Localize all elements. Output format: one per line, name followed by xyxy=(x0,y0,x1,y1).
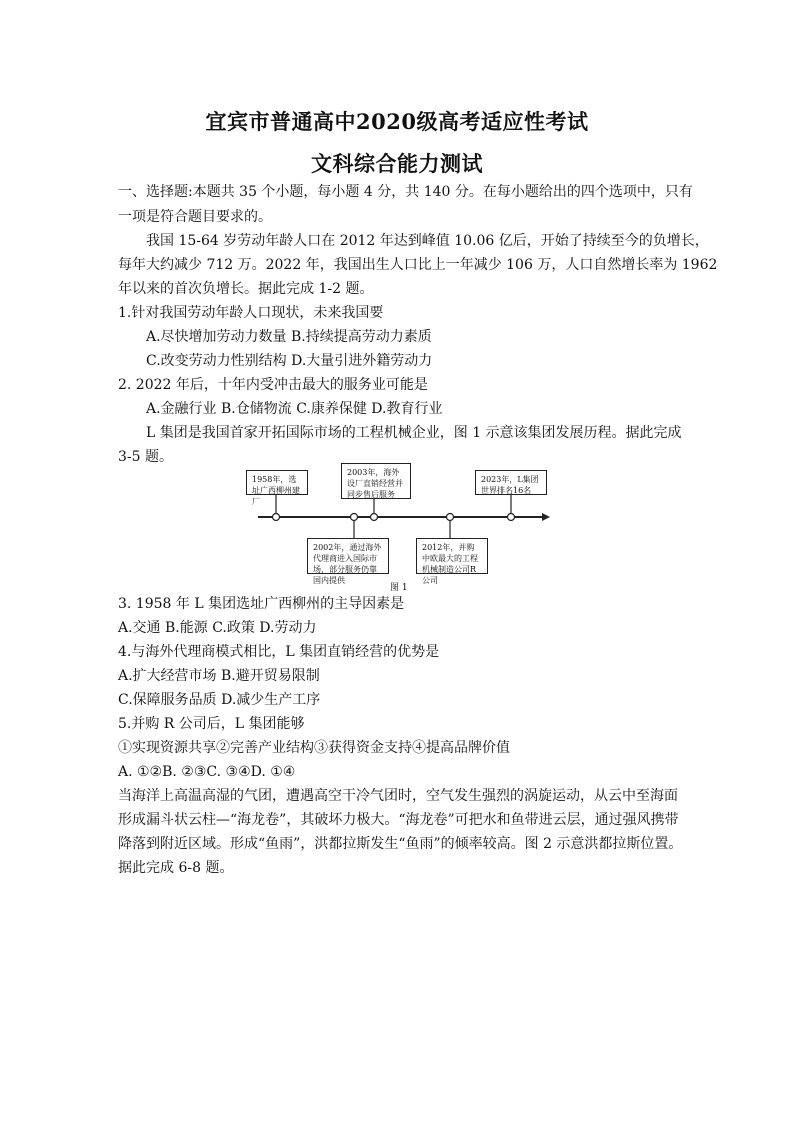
question-4-options-ab: A.扩大经营市场 B.避开贸易限制 xyxy=(118,668,320,684)
passage-3-line-2: 形成漏斗状云柱—“海龙卷”，其破坏力极大。“海龙卷”可把水和鱼带进云层，通过强风携带 xyxy=(118,812,679,828)
question-3-options: A.交通 B.能源 C.政策 D.劳动力 xyxy=(118,620,317,636)
passage-3-line-4: 据此完成 6-8 题。 xyxy=(118,860,234,876)
passage-2-line-2: 3-5 题。 xyxy=(118,449,173,465)
figure-1-timeline xyxy=(240,462,560,592)
node-2003 xyxy=(371,514,378,521)
passage-1-line-2: 每年大约减少 712 万。2022 年，我国出生人口比上一年减少 106 万，人口自然增长率为 1962 xyxy=(118,257,718,273)
node-2002 xyxy=(351,514,358,521)
exam-subtitle: 文科综合能力测试 xyxy=(311,151,483,176)
question-2-stem: 2. 2022 年后，十年内受冲击最大的服务业可能是 xyxy=(118,377,428,393)
question-3-stem: 3. 1958 年 L 集团选址广西柳州的主导因素是 xyxy=(118,596,405,612)
passage-1-line-1: 我国 15-64 岁劳动年龄人口在 2012 年达到峰值 10.06 亿后，开始了持续至今的负增长， xyxy=(146,233,709,249)
question-5-options: A. ①②B. ②③C. ③④D. ①④ xyxy=(118,764,296,780)
event-box-2002: 2002年，通过海外代理商进入国际市场，部分服务仍靠国内提供 xyxy=(307,538,389,574)
question-1-stem: 1.针对我国劳动年龄人口现状，未来我国要 xyxy=(118,305,384,321)
event-box-2023: 2023年，L集团世界排名16名 xyxy=(475,470,547,495)
event-box-2012: 2012年，并购中欧最大的工程机械制造公司R公司 xyxy=(416,538,488,574)
exam-title: 宜宾市普通高中2020级高考适应性考试 xyxy=(205,109,589,134)
section-instruction-line-1: 一、选择题:本题共 35 个小题，每小题 4 分，共 140 分。在每小题给出的四个选项中，只有 xyxy=(118,184,693,200)
node-1958 xyxy=(273,514,280,521)
question-2-options: A.金融行业 B.仓储物流 C.康养保健 D.教育行业 xyxy=(146,401,443,417)
node-2023 xyxy=(508,514,515,521)
timeline-arrow-icon xyxy=(542,513,550,521)
question-1-options-cd: C.改变劳动力性别结构 D.大量引进外籍劳动力 xyxy=(146,353,433,369)
passage-3-line-1: 当海洋上高温高湿的气团，遭遇高空干冷气团时，空气发生强烈的涡旋运动，从云中至海面 xyxy=(118,788,678,804)
question-4-options-cd: C.保障服务品质 D.减少生产工序 xyxy=(118,692,321,708)
passage-1-line-3: 年以来的首次负增长。据此完成 1-2 题。 xyxy=(118,281,374,297)
passage-3-line-3: 降落到附近区域。形成“鱼雨”，洪都拉斯发生“鱼雨”的倾率较高。图 2 示意洪都拉斯位置。 xyxy=(118,836,683,852)
question-4-stem: 4.与海外代理商模式相比，L 集团直销经营的优势是 xyxy=(118,644,440,660)
event-box-1958: 1958年，选址广西柳州建厂 xyxy=(246,470,308,495)
question-1-options-ab: A.尽快增加劳动力数量 B.持续提高劳动力素质 xyxy=(146,329,432,345)
section-instruction-line-2: 一项是符合题目要求的。 xyxy=(118,209,272,225)
passage-2-line-1: L 集团是我国首家开拓国际市场的工程机械企业，图 1 示意该集团发展历程。据此完成 xyxy=(146,425,682,441)
figure-1-caption: 图 1 xyxy=(390,583,408,593)
question-5-stem: 5.并购 R 公司后，L 集团能够 xyxy=(118,716,305,732)
node-2012 xyxy=(447,514,454,521)
question-5-items: ①实现资源共享②完善产业结构③获得资金支持④提高品牌价值 xyxy=(118,740,510,756)
event-box-2003: 2003年，海外设厂直销经营并同步售后服务 xyxy=(341,463,411,499)
